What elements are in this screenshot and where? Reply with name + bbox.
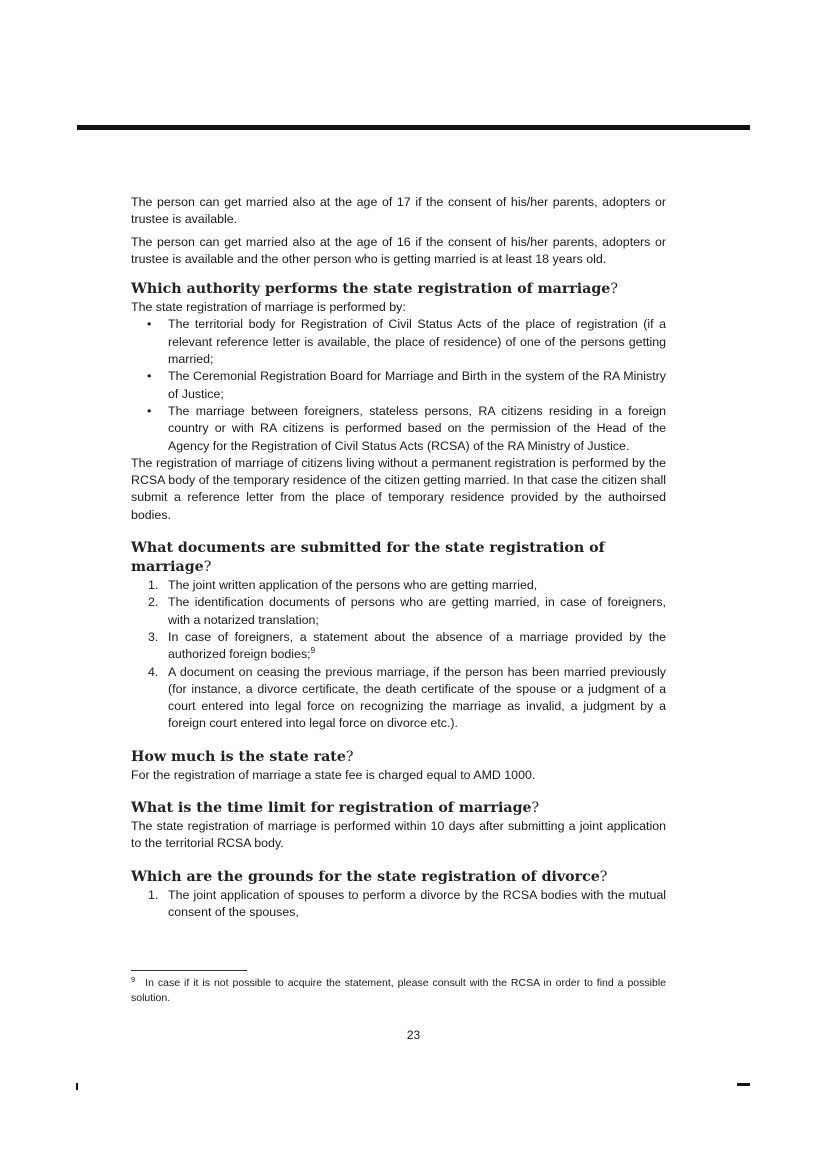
- heading-time-limit: What is the time limit for registration of marriage?: [131, 800, 540, 817]
- list-item: • The marriage between foreigners, stateless persons, RA citizens residing in a foreign country or with RA citizens is performed based on the permission of the Head of the Agency for the Registration of Civil Status Acts (RCSA) of the RA Ministry of Justice.: [147, 403, 666, 453]
- documents-list: [131, 577, 666, 733]
- heading-rate: How much is the state rate?: [131, 748, 354, 765]
- footnote-rule: [131, 970, 247, 971]
- heading-divorce: Which are the grounds for the state registration of divorce?: [131, 868, 608, 885]
- page-body: [131, 194, 666, 921]
- list-item: 4. A document on ceasing the previous marriage, if the person has been married previously (for instance, a divorce certificate, the death certificate of the spouse or a judgment of a court entered into legal force on recognizing the marriage as invalid, a judgment by a foreign court entered into legal force on divorce etc.).: [148, 664, 666, 731]
- heading-authority: Which authority performs the state registration of marriage?: [131, 281, 618, 298]
- list-item: • The territorial body for Registration of Civil Status Acts of the place of registration (if a relevant reference letter is available, the place of residence) of one of the persons getting married;: [147, 317, 666, 367]
- page-number: 23: [406, 1028, 421, 1042]
- footnote-ref: 9: [310, 646, 316, 656]
- footnote: [131, 976, 666, 1006]
- list-item: 3. In case of foreigners, a statement about the absence of a marriage provided by the authorized foreign bodies;$^9$: [148, 629, 666, 662]
- footnote-mark: 9: [131, 974, 136, 984]
- header-rule: [77, 125, 750, 130]
- list-item: 1. The joint application of spouses to perform a divorce by the RCSA bodies with the mutual consent of the spouses,: [148, 887, 666, 919]
- authority-list: [131, 316, 666, 454]
- authority-closing: The registration of marriage of citizens living without a permanent registration is performed by the RCSA body of the temporary residence of the citizen getting married. In that case the citizen shall submit a reference letter from the place of temporary residence provided by the authoirsed bodies.: [131, 455, 666, 522]
- list-item: 2. The identification documents of persons who are getting married, in case of foreigners, with a notarized translation;: [148, 595, 666, 627]
- divorce-list: [131, 887, 666, 922]
- crop-mark-left: [76, 1083, 78, 1090]
- list-item: 1. The joint written application of the persons who are getting married,: [148, 578, 538, 593]
- time-limit-text: The state registration of marriage is performed within 10 days after submitting a joint application to the territorial RCSA body.: [131, 819, 666, 851]
- heading-documents: What documents are submitted for the state registration of marriage?: [131, 540, 605, 576]
- footnote-text: In case if it is not possible to acquire the statement, please consult with the RCSA in order to find a possible solution.: [131, 977, 666, 1004]
- paragraph-age-17: The person can get married also at the age of 17 if the consent of his/her parents, adopters or trustee is available.: [131, 195, 666, 227]
- list-item: • The Ceremonial Registration Board for Marriage and Birth in the system of the RA Ministry of Justice;: [147, 369, 666, 401]
- authority-lead: The state registration of marriage is performed by:: [131, 300, 406, 315]
- paragraph-age-16: The person can get married also at the age of 16 if the consent of his/her parents, adopters or trustee is available and the other person who is getting married is at least 18 years old.: [131, 234, 666, 266]
- crop-mark-right: [737, 1083, 750, 1086]
- rate-text: For the registration of marriage a state fee is charged equal to AMD 1000.: [131, 767, 536, 782]
